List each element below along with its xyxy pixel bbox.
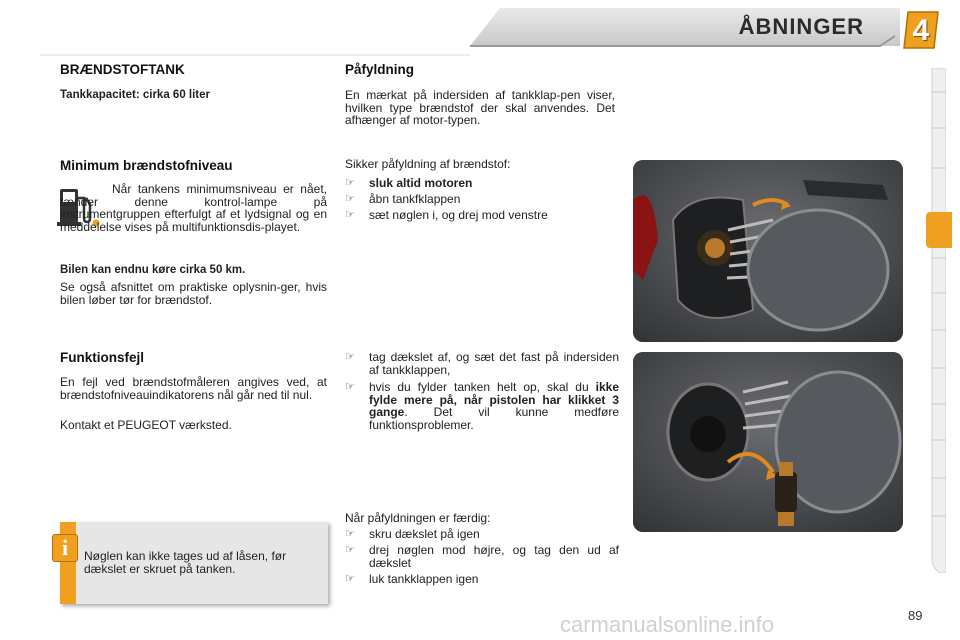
list-item: ☞ drej nøglen mod højre, og tag den ud af dækslet [345, 543, 619, 570]
min-level-heading: Minimum brændstofniveau [60, 158, 233, 173]
chapter-tab-active[interactable] [926, 212, 952, 248]
hand-pointer-icon: ☞ [345, 209, 355, 221]
info-text: Nøglen kan ikke tages ud af låsen, før dækslet er skruet på tanken. [84, 549, 287, 576]
tank-capacity: Tankkapacitet: cirka 60 liter [60, 89, 210, 101]
list-item: ☞ tag dækslet af, og sæt det fast på indersiden af tankklappen, [345, 350, 619, 377]
refuelling-heading: Påfyldning [345, 62, 415, 77]
watermark: carmanualsonline.info [560, 612, 775, 637]
hand-pointer-icon: ☞ [345, 193, 355, 205]
contact-text: Kontakt et PEUGEOT værksted. [60, 418, 232, 432]
hand-pointer-icon: ☞ [345, 381, 355, 393]
list-item: ☞ luk tankklappen igen [345, 572, 479, 586]
malfunction-text: En fejl ved brændstofmåleren angives ved, at brændstofniveauindikatorens nål går ned til nul. [60, 375, 327, 402]
chapter-tab-rail[interactable] [926, 68, 946, 573]
section-heading-fuel-tank: BRÆNDSTOFTANK [60, 62, 185, 77]
page-number: 89 [908, 608, 923, 623]
chapter-number: 4 [912, 14, 930, 47]
list-item: ☞ åbn tankfklappen [345, 192, 461, 206]
list-item: ☞ skru dækslet på igen [345, 527, 480, 541]
hand-pointer-icon: ☞ [345, 528, 355, 540]
list-item: ☞ hvis du fylder tanken helt op, skal du ikke fylde mere på, når pistolen har klikket 3 gange. Det vil kunne medføre funktionsproblemer. [345, 380, 619, 432]
hand-pointer-icon: ☞ [345, 177, 355, 189]
info-icon: i [52, 534, 78, 562]
hand-pointer-icon: ☞ [345, 351, 355, 363]
fuel-cap-removed-photo [633, 352, 903, 532]
fuel-flap-open-photo [633, 160, 903, 342]
chapter-title: ÅBNINGER [738, 14, 864, 39]
range-note: Bilen kan endnu køre cirka 50 km. [60, 264, 246, 276]
min-level-text: Når tankens minimumsniveau er nået, tænder denne kontrol-lampe på instrumentgruppen efterfulgt af et lydsignal og en meddelelse vises på multifunktionsdis-playet. [60, 182, 327, 234]
malfunction-heading: Funktionsfejl [60, 350, 144, 365]
refuelling-intro: En mærkat på indersiden af tankklap-pen viser, hvilken type brændstof der skal anvendes. Det afhænger af motor-typen. [345, 88, 615, 127]
list-item: ☞ sæt nøglen i, og drej mod venstre [345, 208, 548, 222]
done-heading: Når påfyldningen er færdig: [345, 511, 491, 525]
list-item: ☞ sluk altid motoren [345, 176, 473, 190]
hand-pointer-icon: ☞ [345, 573, 355, 585]
safe-refuelling-heading: Sikker påfyldning af brændstof: [345, 157, 511, 171]
see-also-text: Se også afsnittet om praktiske oplysnin-ger, hvis bilen løber tør for brændstof. [60, 280, 327, 307]
hand-pointer-icon: ☞ [345, 544, 355, 556]
